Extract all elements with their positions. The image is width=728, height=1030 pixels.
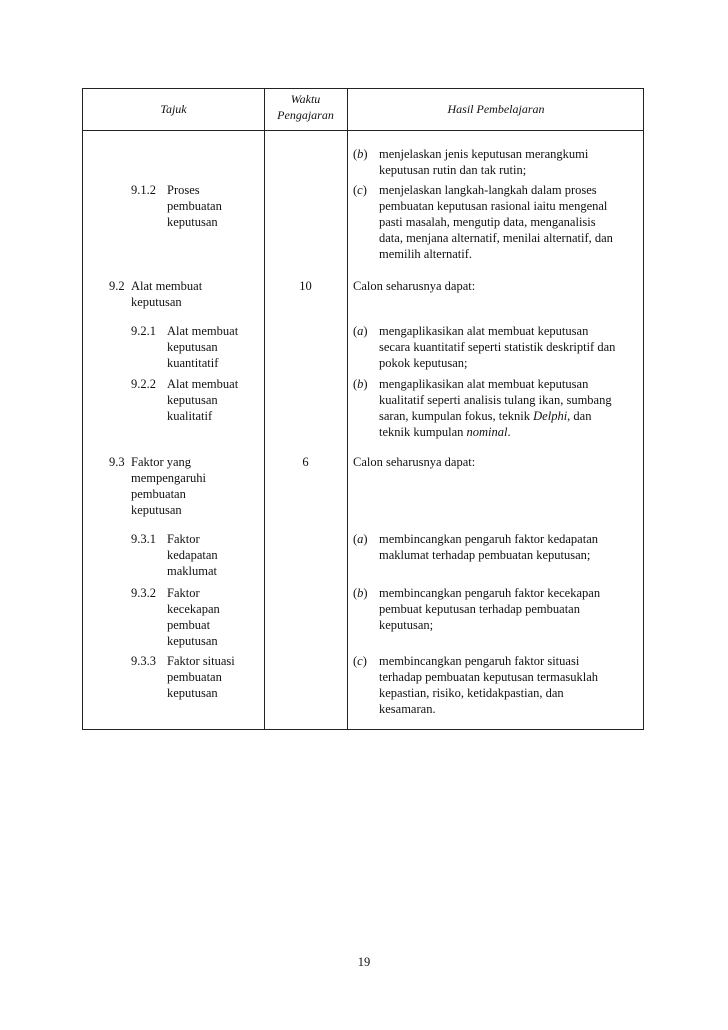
outcome-text: membincangkan pengaruh faktor kedapatan	[379, 532, 599, 546]
time-9-2: 10	[299, 279, 312, 293]
outcome-text: pokok keputusan;	[379, 356, 468, 370]
topic-text: kedapatan	[167, 548, 218, 562]
topic-text: pembuatan	[167, 199, 222, 213]
column-divider	[347, 89, 348, 729]
topic-text: mempengaruhi	[131, 471, 206, 485]
topic-text: Faktor yang	[131, 455, 192, 469]
outcome-text: secara kuantitatif seperti statistik deskriptif dan	[379, 340, 616, 354]
topic-text: Faktor situasi	[167, 654, 235, 668]
topic-text: pembuatan	[131, 487, 186, 501]
header-tajuk: Tajuk	[160, 102, 187, 116]
topic-text: keputusan	[167, 340, 218, 354]
topic-text: keputusan	[131, 295, 182, 309]
outcome-marker: (b)	[353, 586, 368, 600]
outcome-marker: (a)	[353, 324, 368, 338]
outcome-text: membincangkan pengaruh faktor situasi	[379, 654, 580, 668]
topic-number: 9.3	[109, 455, 125, 469]
calon-intro-9-2: Calon seharusnya dapat:	[353, 279, 476, 293]
outcome-text: kepastian, risiko, ketidakpastian, dan	[379, 686, 564, 700]
outcome-text: kualitatif seperti analisis tulang ikan, sumbang	[379, 393, 612, 407]
topic-number: 9.2.1	[131, 324, 156, 338]
header-divider	[83, 130, 643, 131]
outcome-text: memilih alternatif.	[379, 247, 473, 261]
syllabus-table	[82, 88, 644, 730]
topic-number: 9.3.1	[131, 532, 156, 546]
topic-number: 9.3.3	[131, 654, 156, 668]
topic-text: pembuatan	[167, 670, 222, 684]
topic-text: keputusan	[167, 215, 218, 229]
topic-text: pembuat	[167, 618, 211, 632]
topic-text: kecekapan	[167, 602, 220, 616]
outcome-text: pembuatan keputusan rasional iaitu mengenal	[379, 199, 608, 213]
outcome-marker: (b)	[353, 377, 368, 391]
topic-number: 9.3.2	[131, 586, 156, 600]
outcome-text: pasti masalah, mengutip data, menganalisis	[379, 215, 596, 229]
outcome-text: mengaplikasikan alat membuat keputusan	[379, 324, 589, 338]
topic-number: 9.2	[109, 279, 125, 293]
header-waktu-line2: Pengajaran	[277, 108, 334, 122]
topic-text: Alat membuat	[131, 279, 203, 293]
topic-text: keputusan	[167, 634, 218, 648]
outcome-text: data, menjana alternatif, menilai alternatif, dan	[379, 231, 613, 245]
outcome-text: menjelaskan jenis keputusan merangkumi	[379, 147, 589, 161]
header-hasil: Hasil Pembelajaran	[447, 102, 545, 116]
outcome-text: kesamaran.	[379, 702, 436, 716]
time-9-3: 6	[302, 455, 309, 469]
outcome-marker: (c)	[353, 183, 367, 197]
topic-number: 9.2.2	[131, 377, 156, 391]
topic-text: kuantitatif	[167, 356, 219, 370]
outcome-text: terhadap pembuatan keputusan termasuklah	[379, 670, 599, 684]
outcome-text: mengaplikasikan alat membuat keputusan	[379, 377, 589, 391]
header-waktu-line1: Waktu	[290, 92, 321, 106]
topic-text: Proses	[167, 183, 200, 197]
outcome-marker: (c)	[353, 654, 367, 668]
outcome-text: membincangkan pengaruh faktor kecekapan	[379, 586, 601, 600]
topic-text: Alat membuat	[167, 377, 239, 391]
topic-text: kualitatif	[167, 409, 213, 423]
topic-text: keputusan	[131, 503, 182, 517]
outcome-text: keputusan;	[379, 618, 434, 632]
topic-text: Alat membuat	[167, 324, 239, 338]
calon-intro-9-3: Calon seharusnya dapat:	[353, 455, 476, 469]
outcome-text: menjelaskan langkah-langkah dalam proses	[379, 183, 597, 197]
topic-text: Faktor	[167, 586, 200, 600]
outcome-text: teknik kumpulan nominal.	[379, 425, 511, 439]
outcome-text: saran, kumpulan fokus, teknik Delphi, dan	[379, 409, 592, 423]
outcome-text: pembuat keputusan terhadap pembuatan	[379, 602, 580, 616]
page-number: 19	[357, 955, 371, 969]
column-divider	[264, 89, 265, 729]
outcome-text: keputusan rutin dan tak rutin;	[379, 163, 527, 177]
header-waktu	[264, 91, 347, 123]
topic-text: Faktor	[167, 532, 200, 546]
topic-text: keputusan	[167, 686, 218, 700]
topic-text: keputusan	[167, 393, 218, 407]
outcome-marker: (a)	[353, 532, 368, 546]
outcome-marker: (b)	[353, 147, 368, 161]
topic-text: maklumat	[167, 564, 217, 578]
topic-number: 9.1.2	[131, 183, 156, 197]
outcome-text: maklumat terhadap pembuatan keputusan;	[379, 548, 591, 562]
